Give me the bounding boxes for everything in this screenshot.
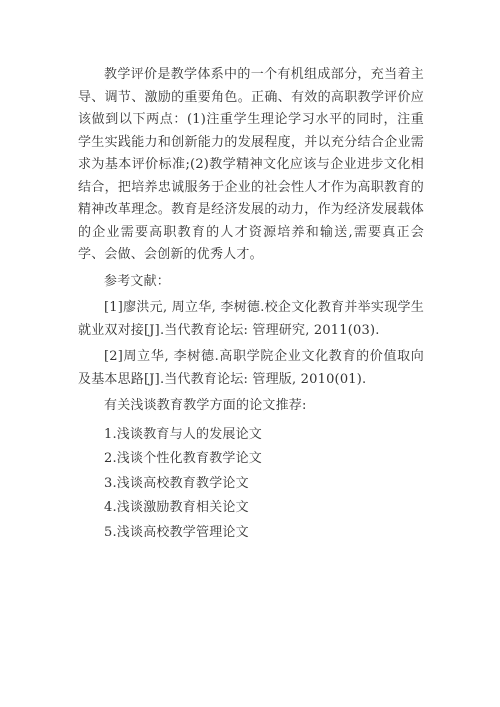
recommendation-link-1[interactable]: 1.浅谈教育与人的发展论文 [104, 426, 263, 442]
references-heading: 参考文献： [104, 273, 171, 289]
recommendation-link-2[interactable]: 2.浅谈个性化教育教学论文 [104, 451, 263, 466]
recommendation-link-4[interactable]: 4.浅谈激励教育相关论文 [104, 500, 249, 515]
body-paragraph: 教学评价是教学体系中的一个有机组成部分，充当着主导、调节、激励的重要角色。正确、有效的高职教学评价应该做到以下两点：(1)注重学生理论学习水平的同时，注重学生实践能力和创新能力的发展程度，并以充分结合企业需求为基本评价标准;(2)教学精神文化应该与企业进步文化相结合，把培养忠诚服务于企业的社会性人才作为高职教育的精神改革理念。教育是经济发展的动力，作为经济发展载体的企业需要高职教育的人才资源培养和输送,需要真正会学、会做、会创新的优秀人才。 [78, 67, 424, 262]
reference-item-2: [2]周立华, 李树德.高职学院企业文化教育的价值取向及基本思路[J].当代教育论坛: 管理版, 2010(01). [78, 349, 424, 387]
reference-item-1: [1]廖洪元, 周立华, 李树德.校企文化教育并举实现学生就业双对接[J].当代教育论坛: 管理研究, 2011(03). [78, 300, 424, 338]
recommendation-link-5[interactable]: 5.浅谈高校教学管理论文 [104, 524, 249, 540]
recommendation-list [78, 423, 424, 546]
recommendation-link-3[interactable]: 3.浅谈高校教育教学论文 [104, 475, 249, 491]
document-page [78, 64, 424, 561]
recommendation-heading: 有关浅谈教育教学方面的论文推荐: [104, 398, 307, 413]
